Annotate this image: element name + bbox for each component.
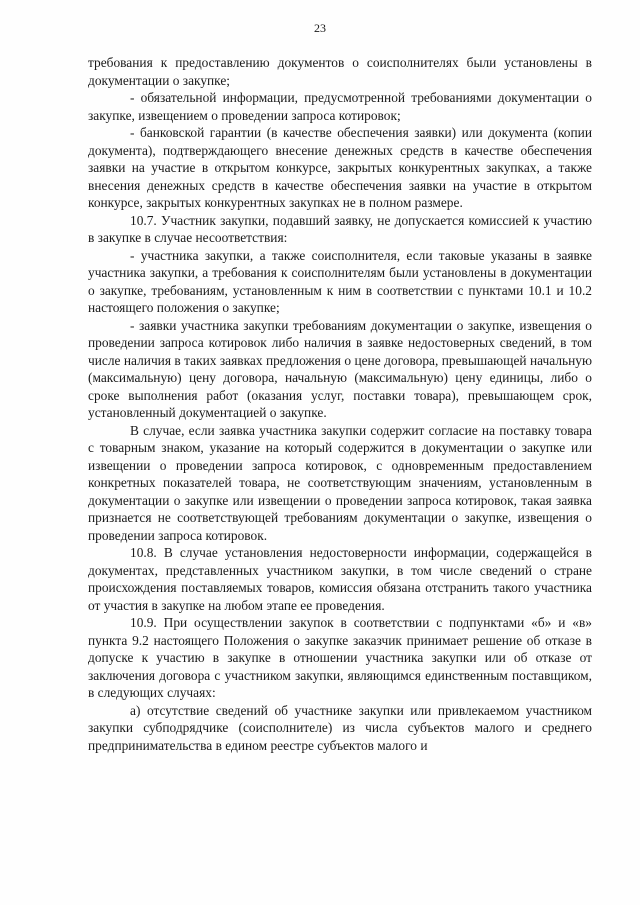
paragraph: 10.9. При осуществлении закупок в соответствии с подпунктами «б» и «в» пункта 9.2 настоящего Положения о закупке заказчик принимает решение об отказе в допуске к участию в закупке в отношении участника закупки или об отказе от заключения договора с участником закупки, являющимся единственным поставщиком, в следующих случаях: [88,615,592,700]
document-body [88,54,592,754]
page-number: 23 [314,21,326,35]
paragraph: требования к предоставлению документов о соисполнителях были установлены в документации о закупке; [88,55,592,88]
paragraph: 10.8. В случае установления недостоверности информации, содержащейся в документах, представленных участником закупки, в том числе сведений о стране происхождения поставляемых товаров, комиссия обязана отстранить такого участника от участия в закупке на любом этапе ее проведения. [88,545,592,613]
paragraph: - заявки участника закупки требованиям документации о закупке, извещения о проведении запроса котировок либо наличия в заявке недостоверных сведений, в том числе наличия в таких заявках предложения о цене договора, превышающей начальную (максимальную) цену договора, начальную (максимальную) цену единицы, либо о сроке выполнения работ (оказания услуг, поставки товара), превышающем срок, установленный документацией о закупке. [88,317,592,420]
paragraph: - банковской гарантии (в качестве обеспечения заявки) или документа (копии документа), подтверждающего внесение денежных средств в качестве обеспечения заявки на участие в открытом конкурсе, закрытых конкурентных закупках, а также внесения денежных средств в качестве обеспечения заявки на участие в открытом конкурсе, закрытых конкурентных закупках не в полном размере. [88,125,592,210]
paragraph: В случае, если заявка участника закупки содержит согласие на поставку товара с товарным знаком, указание на который содержится в документации о закупке или извещении о проведении запроса котировок, с одновременным предоставлением конкретных показателей товара, не соответствующим значениям, установленным в документации о закупке или извещении о проведении запроса котировок, такая заявка признается не соответствующей требованиям документации о закупке, извещения о проведении запроса котировок. [88,422,592,543]
paragraph: а) отсутствие сведений об участнике закупки или привлекаемом участником закупки субподрядчике (соисполнителе) из числа субъектов малого и среднего предпринимательства в едином реестре субъектов малого и [88,702,592,753]
paragraph: - обязательной информации, предусмотренной требованиями документации о закупке, извещением о проведении запроса котировок; [88,90,592,123]
paragraph: - участника закупки, а также соисполнителя, если таковые указаны в заявке участника закупки, а требования к соисполнителям были установлены в документации о закупке, требованиям, установленным к ним в соответствии с пунктами 10.1 и 10.2 настоящего положения о закупке; [88,247,592,315]
paragraph: 10.7. Участник закупки, подавший заявку, не допускается комиссией к участию в закупке в случае несоответствия: [88,212,592,245]
